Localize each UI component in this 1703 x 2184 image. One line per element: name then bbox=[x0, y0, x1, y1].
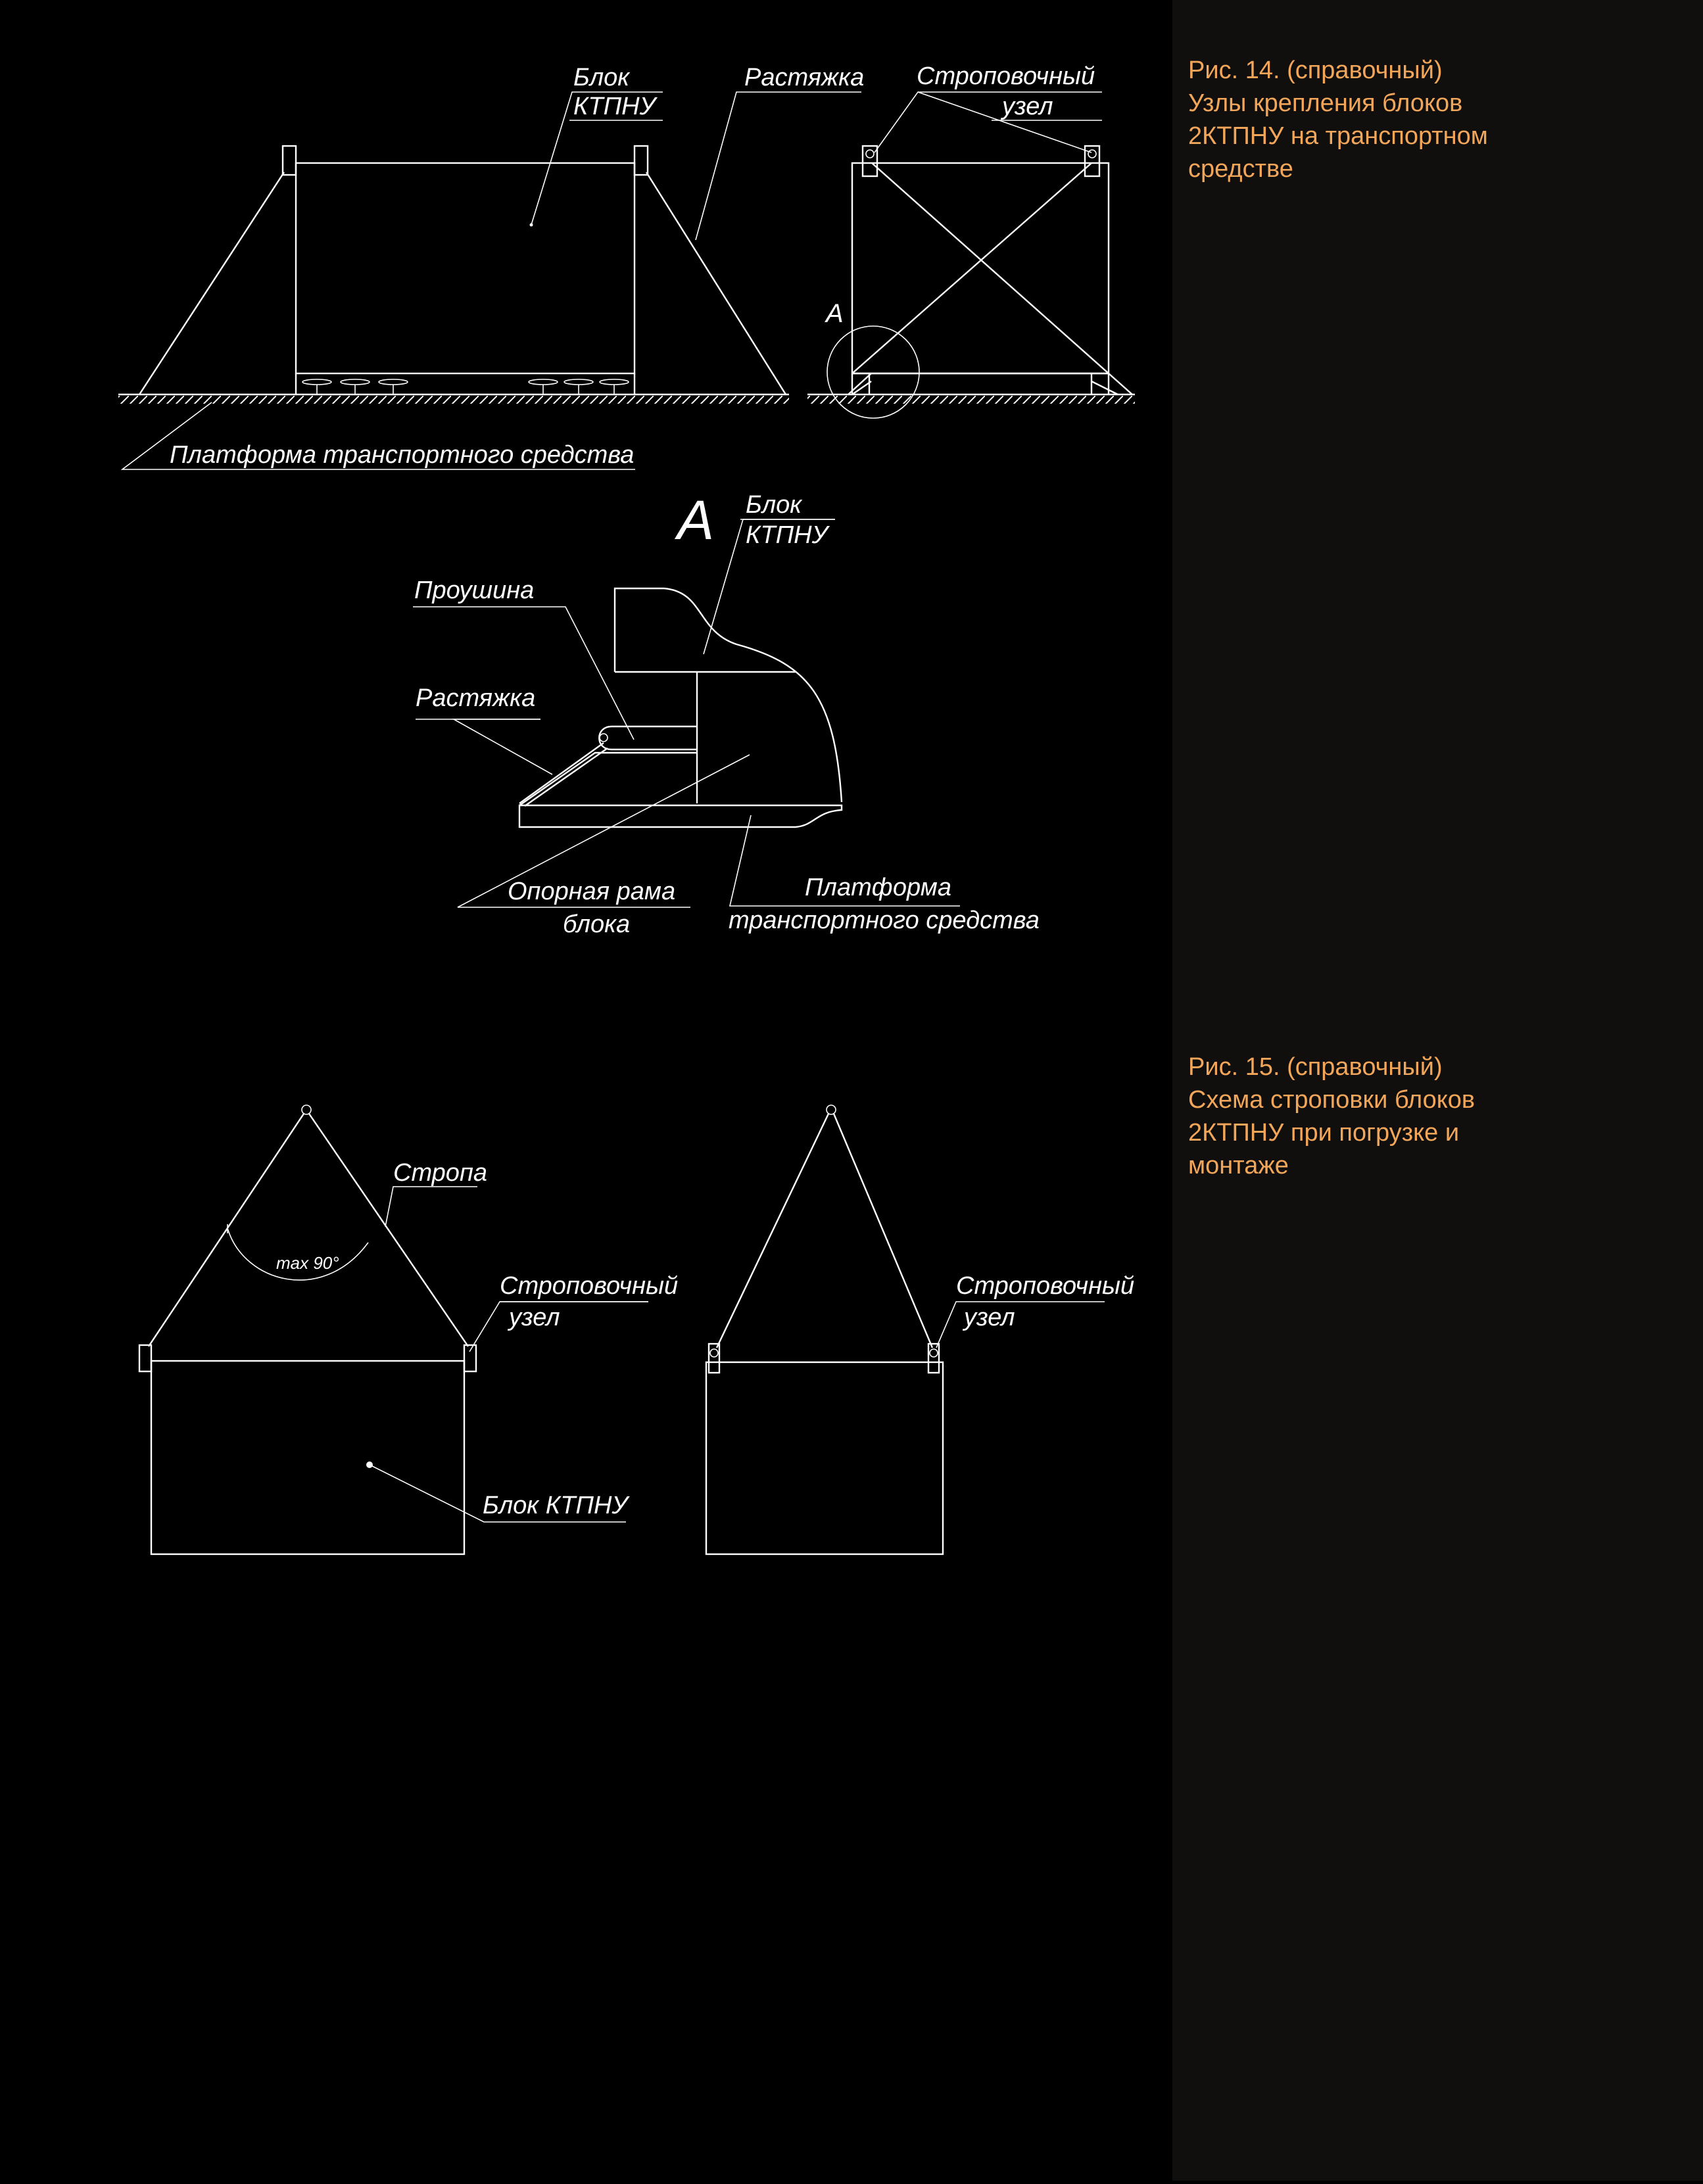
sling-right-view-left bbox=[717, 1114, 828, 1348]
fig14-caption bbox=[1188, 54, 1688, 185]
ground-hatch-end bbox=[807, 396, 1135, 404]
fig15-caption bbox=[1188, 1051, 1688, 1182]
ground-hatch bbox=[118, 396, 789, 404]
label-sling-node-line2: узел bbox=[1002, 93, 1053, 120]
label-sling-node-right-line2: узел bbox=[964, 1304, 1015, 1331]
label-sling: Стропа bbox=[393, 1159, 487, 1187]
detail-label-frame-line2: блока bbox=[563, 911, 631, 938]
label-platform: Платформа транспортного средства bbox=[170, 441, 635, 469]
fig14-caption-line2: Узлы крепления блоков bbox=[1188, 89, 1463, 117]
label-sling-node-left-line1: Строповочный bbox=[500, 1272, 679, 1300]
detail-label-platform-line2: транспортного средства bbox=[729, 907, 1040, 934]
caption-panel bbox=[1172, 0, 1703, 2181]
fig14-caption-line3: 2КТПНУ на транспортном bbox=[1188, 122, 1488, 150]
sling-right-view-right bbox=[834, 1114, 932, 1348]
label-sling-node-right-line1: Строповочный bbox=[956, 1272, 1135, 1300]
block-end-face bbox=[852, 163, 1109, 373]
sling-left bbox=[149, 1114, 304, 1346]
label-detail-a: А bbox=[826, 299, 844, 328]
fig14-end-view bbox=[807, 62, 1135, 418]
detail-block-body bbox=[615, 588, 842, 802]
label-guy-wire: Растяжка bbox=[744, 64, 865, 91]
label-sling-node-line1: Строповочный bbox=[917, 62, 1095, 90]
fig15-caption-line2: Схема строповки блоков bbox=[1188, 1086, 1475, 1114]
guy-wire-left bbox=[139, 172, 284, 394]
detail-label-block-line2: КТПНУ bbox=[746, 521, 828, 549]
label-sling-node-left-line2: узел bbox=[509, 1304, 560, 1331]
block-ktpnu-right bbox=[706, 1362, 943, 1554]
detail-support-frame bbox=[519, 805, 842, 827]
fig15-right-view bbox=[706, 1105, 1134, 1554]
detail-circle-a bbox=[827, 326, 919, 418]
fig15-caption-line1: Рис. 15. (справочный) bbox=[1188, 1053, 1443, 1081]
fig15-left-view bbox=[139, 1105, 678, 1554]
label-block-line1: Блок bbox=[573, 64, 630, 91]
sling-right bbox=[309, 1114, 468, 1346]
label-block-ktpnu: Блок КТПНУ bbox=[483, 1492, 628, 1519]
fig14-caption-line4: средстве bbox=[1188, 155, 1293, 183]
fig15-caption-line4: монтаже bbox=[1188, 1152, 1289, 1179]
detail-label-guy: Растяжка bbox=[416, 684, 536, 712]
detail-eye-lug bbox=[599, 726, 697, 749]
fig15-caption-line3: 2КТПНУ при погрузке и bbox=[1188, 1119, 1460, 1147]
fig14-side-view bbox=[118, 64, 864, 469]
fig14-detail-a bbox=[413, 489, 1040, 938]
detail-label-eye: Проушина bbox=[414, 577, 535, 604]
block-body bbox=[296, 163, 635, 373]
label-block-line2: КТПНУ bbox=[573, 93, 656, 120]
detail-a-title: А bbox=[677, 489, 715, 551]
detail-label-platform-line1: Платформа bbox=[805, 874, 951, 901]
fig14-caption-line1: Рис. 14. (справочный) bbox=[1188, 57, 1443, 84]
detail-label-block-line1: Блок bbox=[746, 491, 802, 519]
detail-label-frame-line1: Опорная рама bbox=[508, 878, 676, 905]
label-angle: max 90° bbox=[276, 1253, 339, 1273]
block-ktpnu-left bbox=[151, 1361, 464, 1554]
guy-wire-right bbox=[646, 172, 786, 394]
